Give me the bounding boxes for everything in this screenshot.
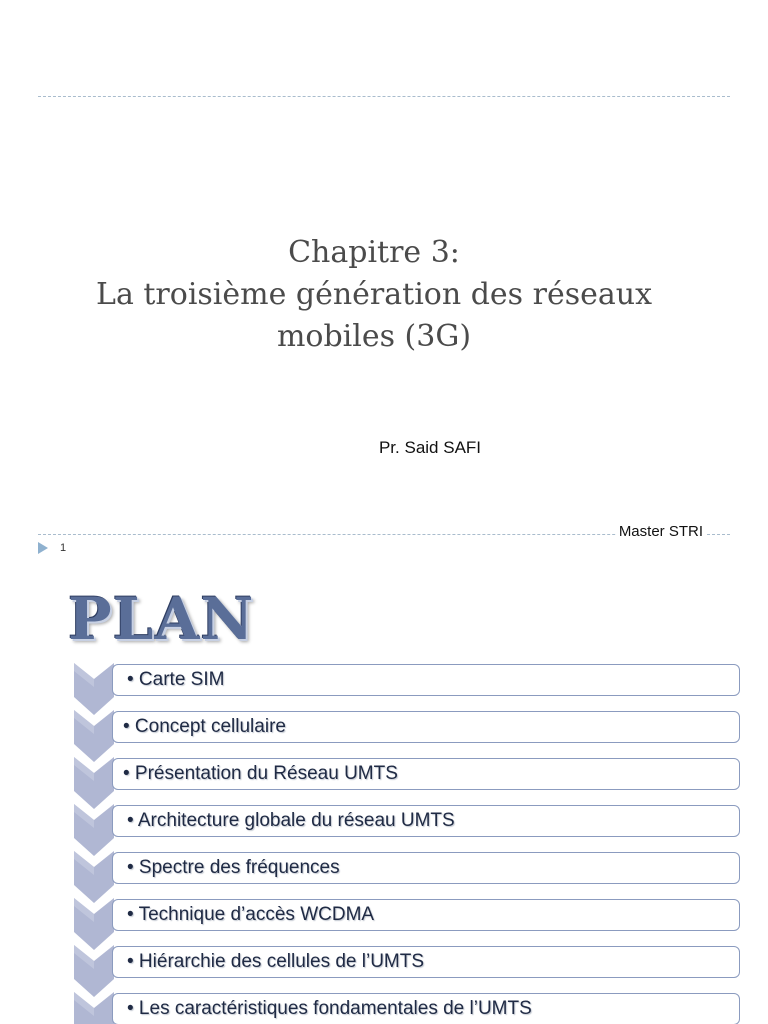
chevron-down-icon	[74, 804, 114, 856]
plan-item	[0, 757, 768, 804]
slide-number: 1	[60, 542, 67, 554]
plan-item	[0, 992, 768, 1024]
chevron-down-icon	[74, 757, 114, 809]
plan-item-label: • Spectre des fréquences	[127, 857, 340, 878]
author-name: Pr. Said SAFI	[378, 438, 482, 457]
plan-item	[0, 851, 768, 898]
play-arrow-icon	[38, 542, 48, 554]
plan-item-label: • Concept cellulaire	[123, 716, 286, 737]
plan-item-label: • Hiérarchie des cellules de l’UMTS	[127, 951, 425, 972]
plan-item-box	[112, 946, 740, 978]
chevron-down-icon	[74, 992, 114, 1024]
footer-course-label: Master STRI	[616, 523, 706, 540]
chevron-down-icon	[74, 663, 114, 715]
plan-item-label: • Carte SIM	[127, 669, 225, 690]
plan-item-box	[112, 711, 740, 743]
top-divider	[38, 96, 730, 97]
title-line-3: mobiles (3G)	[276, 319, 472, 354]
plan-item	[0, 804, 768, 851]
title-line-2: La troisième génération des réseaux	[96, 277, 652, 312]
plan-item-label: • Technique d’accès WCDMA	[127, 904, 375, 925]
plan-item-box	[112, 993, 740, 1024]
plan-item-box	[112, 899, 740, 931]
plan-item-box	[112, 805, 740, 837]
chevron-down-icon	[74, 851, 114, 903]
plan-item-box	[112, 852, 740, 884]
chevron-down-icon	[74, 945, 114, 997]
plan-item-label: • Architecture globale du réseau UMTS	[127, 810, 455, 831]
plan-item-box	[112, 664, 740, 696]
plan-item-label: • Les caractéristiques fondamentales de l’UMTS	[127, 998, 532, 1019]
slide-title	[40, 232, 708, 358]
plan-item-box	[112, 758, 740, 790]
plan-item	[0, 710, 768, 757]
plan-item-label: • Présentation du Réseau UMTS	[123, 763, 398, 784]
chevron-down-icon	[74, 898, 114, 950]
plan-heading: PLAN	[68, 585, 255, 653]
slide-number-marker	[38, 540, 66, 556]
plan-item	[0, 898, 768, 945]
title-line-1: Chapitre 3:	[288, 235, 460, 270]
plan-item	[0, 945, 768, 992]
plan-item	[0, 663, 768, 710]
chevron-down-icon	[74, 710, 114, 762]
